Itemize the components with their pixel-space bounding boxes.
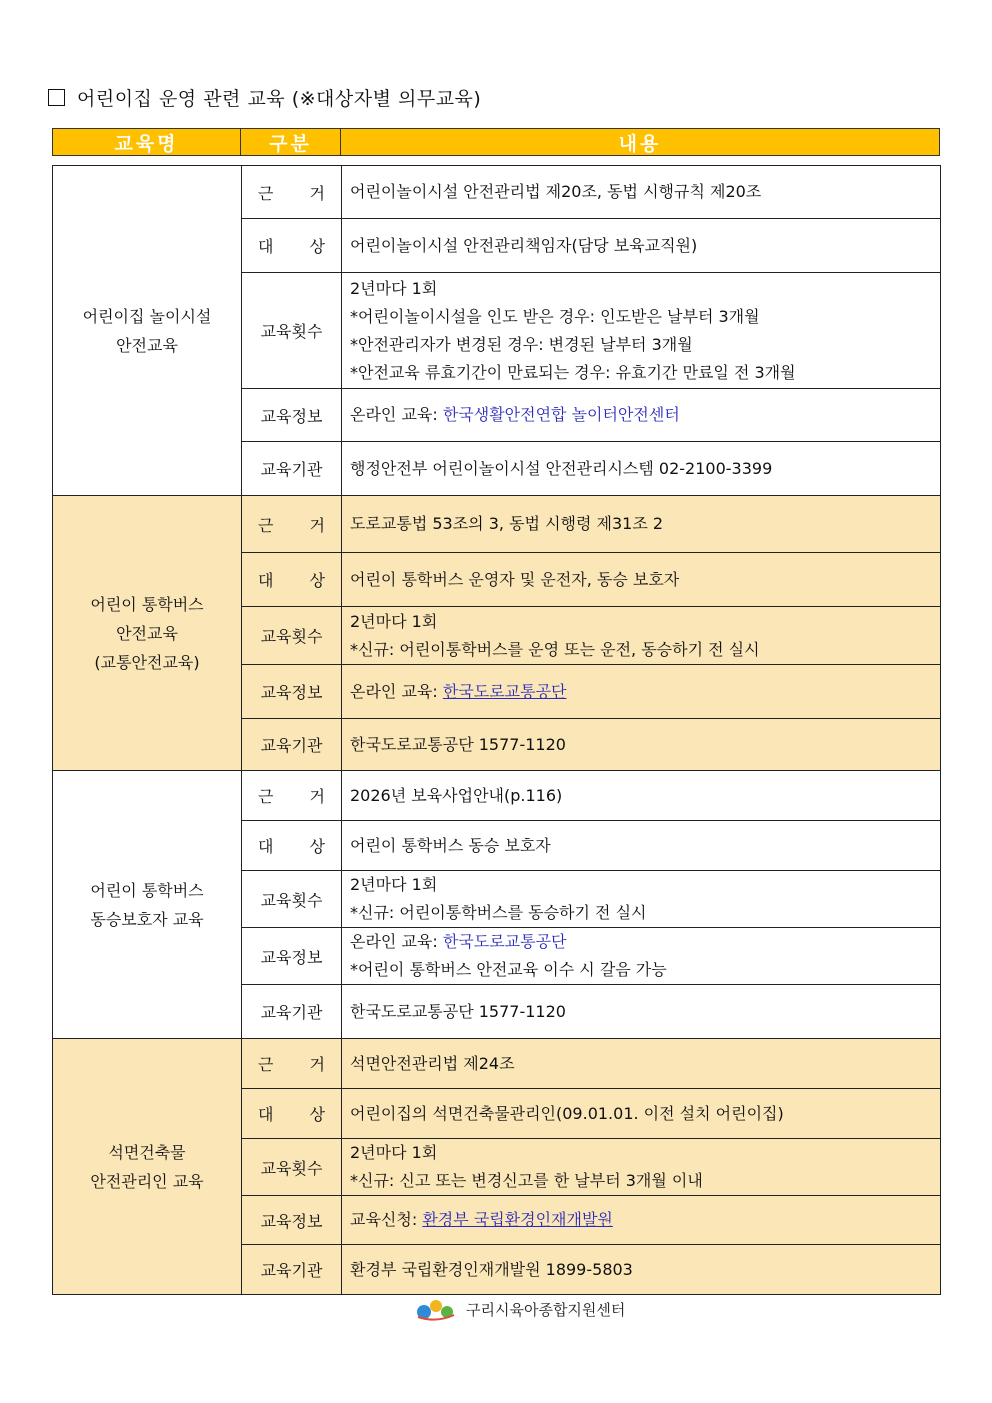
table-row xyxy=(53,1039,941,1089)
page-title xyxy=(48,84,481,111)
count-line: 2년마다 1회 xyxy=(350,875,438,894)
info-link[interactable]: 한국도로교통공단 xyxy=(442,681,567,701)
target-value: 어린이집의 석면건축물관리인(09.01.01. 이전 설치 어린이집) xyxy=(342,1089,941,1139)
info-prefix: 온라인 교육: xyxy=(350,405,443,424)
label-agency: 교육기관 xyxy=(242,1245,342,1295)
count-value xyxy=(342,1139,941,1196)
label-basis: 근 거 xyxy=(242,166,342,219)
count-line: 2년마다 1회 xyxy=(350,611,438,631)
info-value xyxy=(342,1196,941,1245)
section-name-line: 어린이 통학버스 xyxy=(90,880,204,900)
header-content: 내용 xyxy=(618,132,662,155)
count-line: 2년마다 1회 xyxy=(350,278,438,298)
label-agency: 교육기관 xyxy=(242,719,342,771)
education-table xyxy=(52,165,941,1295)
section-name-line: 안전교육 xyxy=(116,623,178,643)
agency-value: 한국도로교통공단 1577-1120 xyxy=(342,985,941,1039)
info-value xyxy=(342,389,941,442)
label-target: 대 상 xyxy=(242,821,342,871)
count-line: *안전교육 류효기간이 만료되는 경우: 유효기간 만료일 전 3개월 xyxy=(350,362,796,382)
count-line: *어린이놀이시설을 인도 받은 경우: 인도받은 날부터 3개월 xyxy=(350,306,760,326)
info-value xyxy=(342,928,941,985)
basis-value: 어린이놀이시설 안전관리법 제20조, 동법 시행규칙 제20조 xyxy=(342,166,941,219)
label-agency: 교육기관 xyxy=(242,985,342,1039)
info-note: *어린이 통학버스 안전교육 이수 시 갈음 가능 xyxy=(350,960,667,979)
target-value: 어린이 통학버스 동승 보호자 xyxy=(342,821,941,871)
section-name-line: 어린이 통학버스 xyxy=(90,594,204,614)
count-line: *신규: 신고 또는 변경신고를 한 날부터 3개월 이내 xyxy=(350,1171,703,1190)
count-value xyxy=(342,607,941,665)
label-info: 교육정보 xyxy=(242,389,342,442)
basis-value: 도로교통법 53조의 3, 동법 시행령 제31조 2 xyxy=(342,496,941,553)
count-line: *신규: 어린이통학버스를 운영 또는 운전, 동승하기 전 실시 xyxy=(350,639,760,659)
label-count: 교육횟수 xyxy=(242,1139,342,1196)
table-header xyxy=(52,128,940,156)
info-prefix: 교육신청: xyxy=(350,1210,423,1229)
info-link[interactable]: 한국생활안전연합 놀이터안전센터 xyxy=(442,405,680,424)
info-link[interactable]: 한국도로교통공단 xyxy=(442,932,567,951)
label-info: 교육정보 xyxy=(242,928,342,985)
agency-value: 환경부 국립환경인재개발원 1899-5803 xyxy=(342,1245,941,1295)
basis-value: 2026년 보육사업안내(p.116) xyxy=(342,771,941,821)
center-logo-icon xyxy=(414,1297,458,1321)
section-name-line: (교통안전교육) xyxy=(94,652,200,672)
section-name-line: 어린이집 놀이시설 xyxy=(82,306,212,326)
page-title-text: 어린이집 운영 관련 교육 (※대상자별 의무교육) xyxy=(77,88,482,110)
footer-org-name: 구리시육아종합지원센터 xyxy=(466,1300,626,1319)
basis-value: 석면안전관리법 제24조 xyxy=(342,1039,941,1089)
label-basis: 근 거 xyxy=(242,1039,342,1089)
count-line: *안전관리자가 변경된 경우: 변경된 날부터 3개월 xyxy=(350,334,693,354)
label-target: 대 상 xyxy=(242,553,342,607)
label-target: 대 상 xyxy=(242,1089,342,1139)
checkbox-square-icon xyxy=(48,89,65,106)
target-value: 어린이놀이시설 안전관리책임자(담당 보육교직원) xyxy=(342,219,941,273)
label-count: 교육횟수 xyxy=(242,607,342,665)
section-name-line: 안전관리인 교육 xyxy=(90,1171,204,1191)
count-line: 2년마다 1회 xyxy=(350,1143,438,1162)
header-category: 구분 xyxy=(241,129,341,155)
header-education-name: 교육명 xyxy=(53,129,241,155)
count-value xyxy=(342,871,941,928)
section-name xyxy=(53,771,242,1039)
table-row xyxy=(53,166,941,219)
target-value: 어린이 통학버스 운영자 및 운전자, 동승 보호자 xyxy=(342,553,941,607)
table-row xyxy=(53,771,941,821)
section-name-line: 안전교육 xyxy=(116,335,178,355)
info-prefix: 온라인 교육: xyxy=(350,681,443,701)
info-prefix: 온라인 교육: xyxy=(350,932,443,951)
info-value xyxy=(342,665,941,719)
section-name xyxy=(53,496,242,771)
section-name xyxy=(53,166,242,496)
label-count: 교육횟수 xyxy=(242,871,342,928)
section-name xyxy=(53,1039,242,1295)
label-agency: 교육기관 xyxy=(242,442,342,496)
table-row xyxy=(53,496,941,553)
label-info: 교육정보 xyxy=(242,1196,342,1245)
info-link[interactable]: 환경부 국립환경인재개발원 xyxy=(422,1210,613,1229)
label-basis: 근 거 xyxy=(242,771,342,821)
label-info: 교육정보 xyxy=(242,665,342,719)
agency-value: 행정안전부 어린이놀이시설 안전관리시스템 02-2100-3399 xyxy=(342,442,941,496)
footer xyxy=(414,1297,625,1321)
count-value xyxy=(342,273,941,389)
count-line: *신규: 어린이통학버스를 동승하기 전 실시 xyxy=(350,903,647,922)
label-count: 교육횟수 xyxy=(242,273,342,389)
label-basis: 근 거 xyxy=(242,496,342,553)
label-target: 대 상 xyxy=(242,219,342,273)
section-name-line: 동승보호자 교육 xyxy=(90,909,204,929)
section-name-line: 석면건축물 xyxy=(108,1142,186,1162)
agency-value: 한국도로교통공단 1577-1120 xyxy=(342,719,941,771)
